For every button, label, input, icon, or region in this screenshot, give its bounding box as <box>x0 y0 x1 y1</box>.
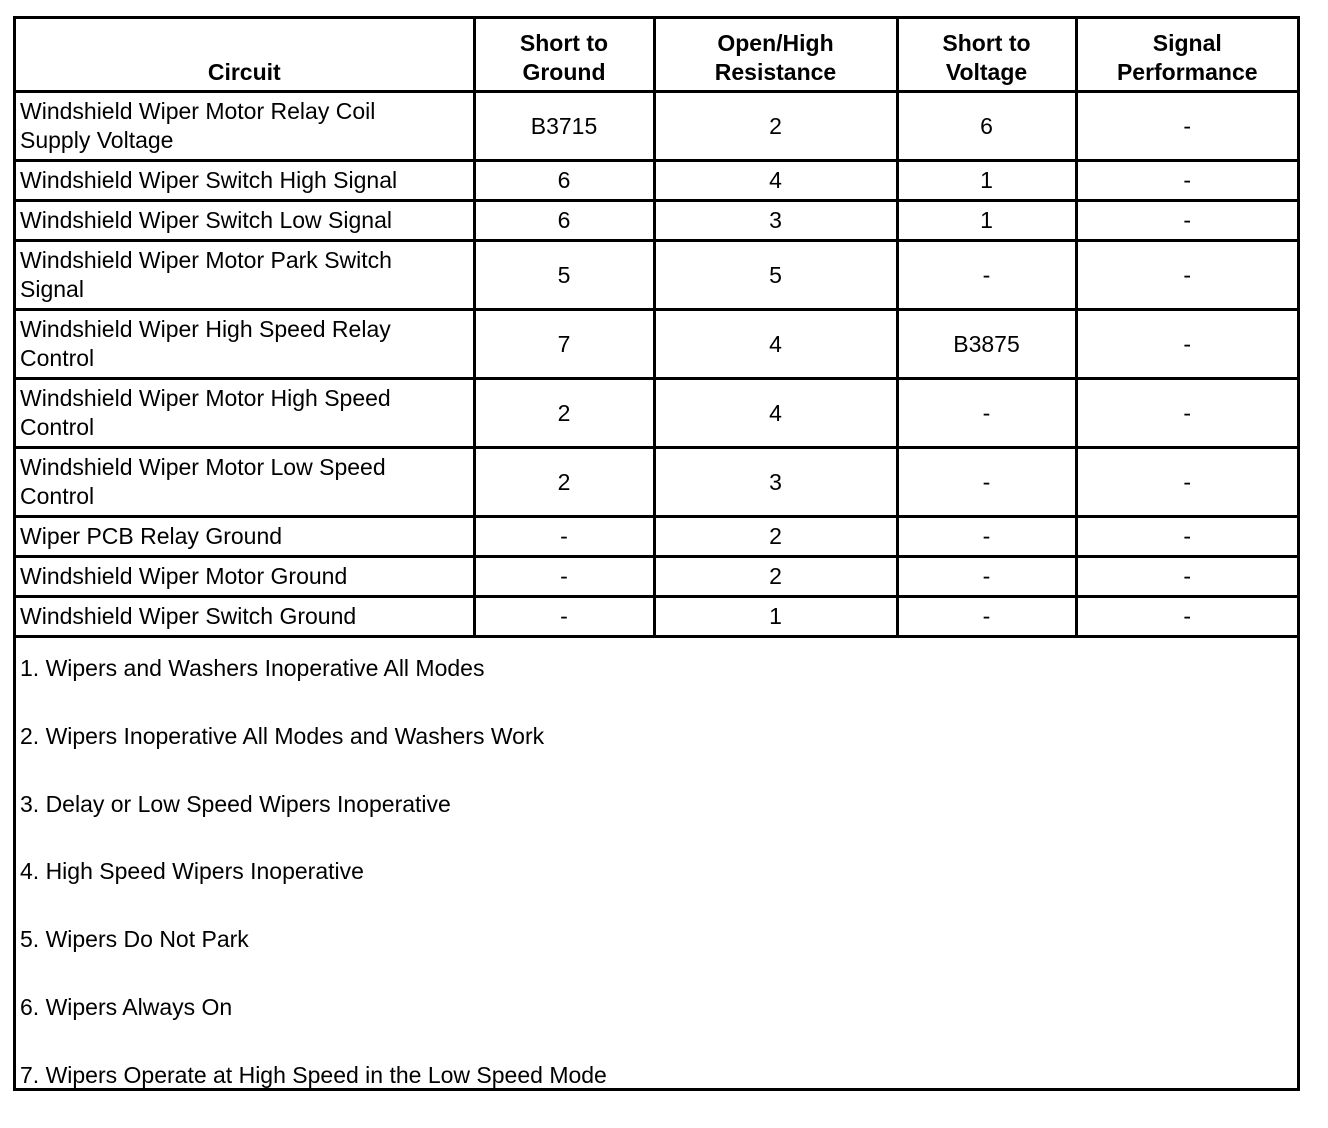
circuit-cell <box>16 310 474 379</box>
short-to-ground-cell: 6 <box>474 201 654 241</box>
short-to-voltage-cell: - <box>897 241 1076 310</box>
short-to-voltage-cell: - <box>897 379 1076 448</box>
short-to-ground-cell: B3715 <box>474 92 654 161</box>
table-row <box>16 557 1297 597</box>
short-to-voltage-cell: - <box>897 557 1076 597</box>
short-to-ground-cell: 5 <box>474 241 654 310</box>
open-high-resistance-cell: 5 <box>654 241 897 310</box>
table-row <box>16 92 1297 161</box>
header-open-high-resistance-line-2: Resistance <box>714 59 837 85</box>
circuit-name-line: Signal <box>20 276 84 302</box>
open-high-resistance-cell: 2 <box>654 557 897 597</box>
table-row <box>16 161 1297 201</box>
short-to-voltage-cell: B3875 <box>897 310 1076 379</box>
legend-note: 4. High Speed Wipers Inoperative <box>20 858 364 885</box>
circuit-name-line: Control <box>20 414 95 440</box>
circuit-cell <box>16 92 474 161</box>
circuit-name-line: Supply Voltage <box>20 127 174 153</box>
circuit-name-line: Windshield Wiper Switch Low Signal <box>20 207 392 233</box>
circuit-cell <box>16 517 474 557</box>
legend-note: 7. Wipers Operate at High Speed in the Low Speed Mode <box>20 1061 607 1088</box>
open-high-resistance-cell: 1 <box>654 597 897 637</box>
table-row <box>16 597 1297 637</box>
short-to-voltage-cell: 6 <box>897 92 1076 161</box>
signal-performance-cell: - <box>1076 201 1297 241</box>
circuit-cell <box>16 241 474 310</box>
symptom-legend <box>20 653 1290 1128</box>
short-to-ground-cell: 7 <box>474 310 654 379</box>
table-row <box>16 379 1297 448</box>
short-to-ground-cell: 2 <box>474 448 654 517</box>
circuit-cell <box>16 161 474 201</box>
header-short-to-ground-line-1: Short to <box>519 30 609 56</box>
circuit-cell <box>16 379 474 448</box>
circuit-fault-table <box>16 19 1297 638</box>
table-row <box>16 241 1297 310</box>
circuit-cell <box>16 201 474 241</box>
signal-performance-cell: - <box>1076 92 1297 161</box>
header-circuit-label: Circuit <box>207 59 281 85</box>
signal-performance-cell: - <box>1076 557 1297 597</box>
circuit-cell <box>16 448 474 517</box>
header-circuit <box>16 19 474 92</box>
table-row <box>16 448 1297 517</box>
short-to-voltage-cell: 1 <box>897 201 1076 241</box>
header-signal-performance-line-2: Performance <box>1116 59 1258 85</box>
short-to-voltage-cell: - <box>897 517 1076 557</box>
legend-note: 2. Wipers Inoperative All Modes and Washers Work <box>20 722 545 749</box>
table-row <box>16 201 1297 241</box>
short-to-ground-cell: - <box>474 517 654 557</box>
short-to-ground-cell: - <box>474 557 654 597</box>
circuit-name-line: Control <box>20 483 95 509</box>
header-short-to-voltage <box>897 19 1076 92</box>
legend-note: 3. Delay or Low Speed Wipers Inoperative <box>20 790 451 817</box>
circuit-cell <box>16 597 474 637</box>
legend-note: 5. Wipers Do Not Park <box>20 926 249 953</box>
signal-performance-cell: - <box>1076 379 1297 448</box>
circuit-name-line: Windshield Wiper High Speed Relay <box>20 316 391 342</box>
legend-note: 6. Wipers Always On <box>20 993 233 1020</box>
signal-performance-cell: - <box>1076 448 1297 517</box>
short-to-voltage-cell: - <box>897 597 1076 637</box>
short-to-ground-cell: 2 <box>474 379 654 448</box>
short-to-ground-cell: - <box>474 597 654 637</box>
open-high-resistance-cell: 3 <box>654 448 897 517</box>
circuit-name-line: Windshield Wiper Motor Relay Coil <box>20 98 376 124</box>
circuit-name-line: Wiper PCB Relay Ground <box>20 523 283 549</box>
header-signal-performance <box>1076 19 1297 92</box>
header-signal-performance-line-1: Signal <box>1152 30 1222 56</box>
circuit-name-line: Windshield Wiper Switch Ground <box>20 603 357 629</box>
signal-performance-cell: - <box>1076 310 1297 379</box>
circuit-diagnostic-document <box>13 16 1300 1091</box>
short-to-voltage-cell: 1 <box>897 161 1076 201</box>
circuit-name-line: Windshield Wiper Switch High Signal <box>20 167 398 193</box>
short-to-ground-cell: 6 <box>474 161 654 201</box>
open-high-resistance-cell: 4 <box>654 161 897 201</box>
circuit-name-line: Windshield Wiper Motor Park Switch <box>20 247 392 273</box>
header-short-to-ground <box>474 19 654 92</box>
open-high-resistance-cell: 4 <box>654 310 897 379</box>
legend-note: 1. Wipers and Washers Inoperative All Modes <box>20 655 485 681</box>
short-to-voltage-cell: - <box>897 448 1076 517</box>
open-high-resistance-cell: 3 <box>654 201 897 241</box>
signal-performance-cell: - <box>1076 517 1297 557</box>
circuit-cell <box>16 557 474 597</box>
signal-performance-cell: - <box>1076 241 1297 310</box>
open-high-resistance-cell: 2 <box>654 517 897 557</box>
table-header-row <box>16 19 1297 92</box>
table-body <box>16 92 1297 637</box>
circuit-name-line: Windshield Wiper Motor High Speed <box>20 385 391 411</box>
table-row <box>16 517 1297 557</box>
signal-performance-cell: - <box>1076 597 1297 637</box>
open-high-resistance-cell: 4 <box>654 379 897 448</box>
header-open-high-resistance-line-1: Open/High <box>717 30 834 56</box>
open-high-resistance-cell: 2 <box>654 92 897 161</box>
header-short-to-voltage-line-2: Voltage <box>945 59 1028 85</box>
signal-performance-cell: - <box>1076 161 1297 201</box>
circuit-name-line: Windshield Wiper Motor Low Speed <box>20 454 386 480</box>
header-open-high-resistance <box>654 19 897 92</box>
table-row <box>16 310 1297 379</box>
circuit-name-line: Control <box>20 345 95 371</box>
header-short-to-voltage-line-1: Short to <box>942 30 1031 56</box>
header-short-to-ground-line-2: Ground <box>522 59 606 85</box>
circuit-name-line: Windshield Wiper Motor Ground <box>20 563 348 589</box>
